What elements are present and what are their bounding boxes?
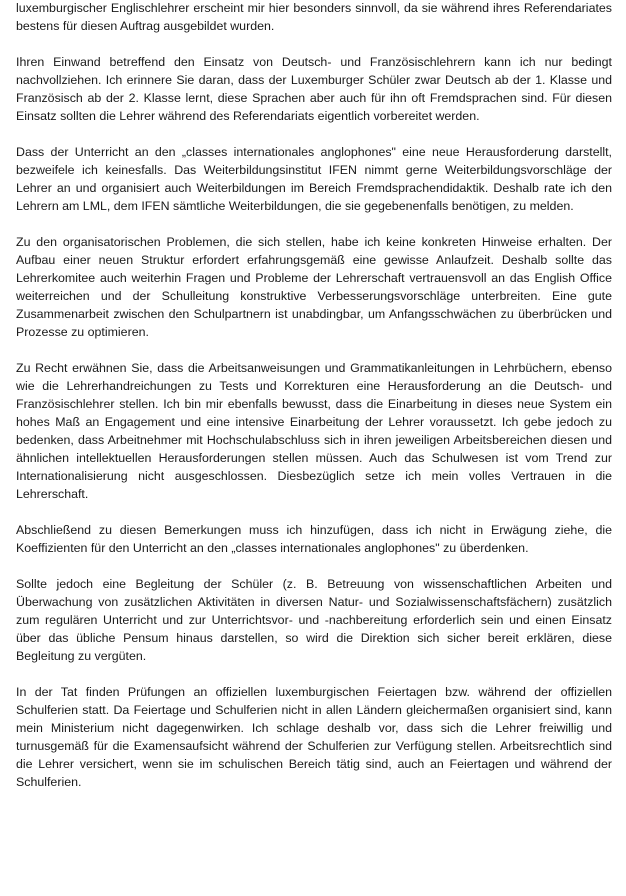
- paragraph-textbook-instructions: Zu Recht erwähnen Sie, dass die Arbeitsanweisungen und Grammatikanleitungen in Lehrbüchern, ebenso wie die Lehrerhandreichungen zu Tests und Korrekturen eine Herausforderung an die Deutsch- und Französischlehrer stellen. Ich bin mir ebenfalls bewusst, dass die Einarbeitung in dieses neue System ein hohes Maß an Engagement und eine intensive Einarbeitung der Lehrer voraussetzt. Ich gebe jedoch zu bedenken, dass Arbeitnehmer mit Hochschulabschluss sich in ihren jeweiligen Arbeitsbereichen diesen und ähnlichen intellektuellen Herausforderungen stellen müssen. Auch das Schulwesen ist vom Trend zur Internationalisierung nicht ausgeschlossen. Diesbezüglich setze ich mein volles Vertrauen in die Lehrerschaft.: [16, 361, 612, 501]
- paragraph-coefficients: Abschließend zu diesen Bemerkungen muss ich hinzufügen, dass ich nicht in Erwägung ziehe, die Koeffizienten für den Unterricht an den „classes internationales anglophones" zu überdenken.: [16, 523, 612, 555]
- paragraph-further-training-ifen: Dass der Unterricht an den „classes internationales anglophones" eine neue Herausforderung darstellt, bezweifele ich keinesfalls. Das Weiterbildungsinstitut IFEN nimmt gerne Weiterbildungsvorschläge der Lehrer an und organisiert auch Weiterbildungen im Bereich Fremdsprachendidaktik. Deshalb rate ich den Lehrern am LML, dem IFEN sämtliche Weiterbildungen, die sie gegebenenfalls benötigen, zu melden.: [16, 145, 612, 213]
- paragraph-organisational-problems: Zu den organisatorischen Problemen, die sich stellen, habe ich keine konkreten Hinweise erhalten. Der Aufbau einer neuen Struktur erfordert erfahrungsgemäß eine gewisse Anlaufzeit. Deshalb sollte das Lehrerkomitee auch weiterhin Fragen und Probleme der Lehrerschaft vertrauensvoll an das English Office weiterreichen und der Schulleitung konstruktive Verbesserungsvorschläge unterbreiten. Eine gute Zusammenarbeit zwischen den Schulpartnern ist unabdingbar, um Anfangsschwächen zu überbrücken und Prozesse zu optimieren.: [16, 235, 612, 339]
- paragraph-student-supervision: Sollte jedoch eine Begleitung der Schüler (z. B. Betreuung von wissenschaftlichen Arbeiten und Überwachung von zusätzlichen Aktivitäten in diversen Natur- und Sozialwissenschaftsfächern) zusätzlich zum regulären Unterricht und zur Unterrichtsvor- und -nachbereitung erforderlich sein und einen Einsatz über das übliche Pensum hinaus darstellen, so wird die Direktion sich sicher bereit erklären, diese Begleitung zu vergüten.: [16, 577, 612, 663]
- document-page: [16, 0, 612, 896]
- paragraph-english-teachers-continuation: luxemburgischer Englischlehrer erscheint mir hier besonders sinnvoll, da sie während ihres Referendariates bestens für diesen Auftrag ausgebildet wurden.: [16, 1, 612, 33]
- paragraph-exams-holidays: In der Tat finden Prüfungen an offiziellen luxemburgischen Feiertagen bzw. während der offiziellen Schulferien statt. Da Feiertage und Schulferien nicht in allen Ländern gleichermaßen organisiert sind, kann mein Ministerium nicht dagegenwirken. Ich schlage deshalb vor, dass sich die Lehrer freiwillig und turnusgemäß für die Examensaufsicht während der Schulferien zur Verfügung stellen. Arbeitsrechtlich sind die Lehrer versichert, wenn sie im schulischen Bereich tätig sind, auch an Feiertagen und während der Schulferien.: [16, 685, 612, 789]
- paragraph-german-french-teachers: Ihren Einwand betreffend den Einsatz von Deutsch- und Französischlehrern kann ich nur bedingt nachvollziehen. Ich erinnere Sie daran, dass der Luxemburger Schüler zwar Deutsch ab der 1. Klasse und Französisch ab der 2. Klasse lernt, diese Sprachen aber auch für ihn oft Fremdsprachen sind. Für diesen Einsatz sollten die Lehrer während des Referendariats eigentlich vorbereitet werden.: [16, 55, 612, 123]
